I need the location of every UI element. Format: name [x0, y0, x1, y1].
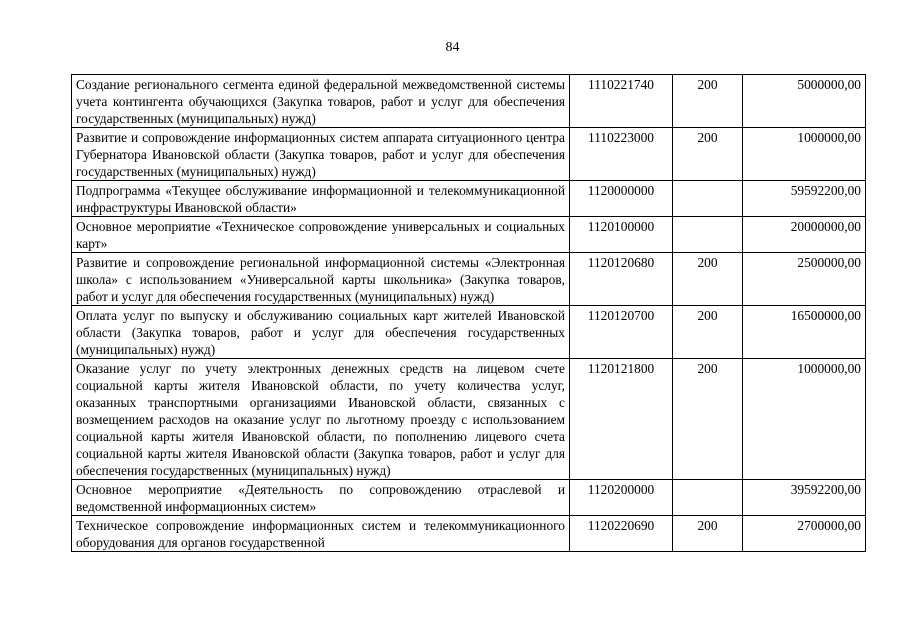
row-name: Развитие и сопровождение региональной информационной системы «Электронная школа» с использованием «Универсальной карты школьника» (Закупка товаров, работ и услуг для обеспечения государственных (муниципальных) нужд): [72, 253, 570, 306]
row-sum: 2700000,00: [743, 516, 866, 552]
row-code: 1120120700: [570, 306, 673, 359]
table-row: [72, 181, 866, 217]
row-code: 1120100000: [570, 217, 673, 253]
row-sum: 2500000,00: [743, 253, 866, 306]
table-row: [72, 306, 866, 359]
row-expense-type: 200: [673, 75, 743, 128]
table-row: [72, 359, 866, 480]
budget-table: [71, 74, 866, 552]
row-sum: 5000000,00: [743, 75, 866, 128]
row-sum: 59592200,00: [743, 181, 866, 217]
row-expense-type: 200: [673, 253, 743, 306]
table-row: [72, 75, 866, 128]
row-code: 1120200000: [570, 480, 673, 516]
table-row: [72, 128, 866, 181]
row-name: Основное мероприятие «Техническое сопровождение универсальных и социальных карт»: [72, 217, 570, 253]
row-expense-type: [673, 480, 743, 516]
row-name: Подпрограмма «Текущее обслуживание информационной и телекоммуникационной инфраструктуры Ивановской области»: [72, 181, 570, 217]
row-code: 1120120680: [570, 253, 673, 306]
row-expense-type: 200: [673, 359, 743, 480]
row-sum: 39592200,00: [743, 480, 866, 516]
row-sum: 20000000,00: [743, 217, 866, 253]
row-expense-type: 200: [673, 306, 743, 359]
row-sum: 1000000,00: [743, 128, 866, 181]
page-number: 84: [445, 40, 460, 55]
row-code: 1110223000: [570, 128, 673, 181]
row-code: 1120000000: [570, 181, 673, 217]
row-sum: 1000000,00: [743, 359, 866, 480]
row-name: Оказание услуг по учету электронных денежных средств на лицевом счете социальной карты жителя Ивановской области, по учету количества услуг, оказанных транспортными организациями Ивановской области, связанных с возмещением расходов на оказание услуг по льготному проезду с использованием социальной карты жителя Ивановской области, по пополнению лицевого счета социальной карты жителя Ивановской области (Закупка товаров, работ и услуг для обеспечения государственных (муниципальных) нужд): [72, 359, 570, 480]
table-row: [72, 253, 866, 306]
row-code: 1120220690: [570, 516, 673, 552]
table-row: [72, 217, 866, 253]
row-expense-type: 200: [673, 516, 743, 552]
row-sum: 16500000,00: [743, 306, 866, 359]
row-name: Основное мероприятие «Деятельность по сопровождению отраслевой и ведомственной информационных систем»: [72, 480, 570, 516]
table-row: [72, 516, 866, 552]
row-name: Оплата услуг по выпуску и обслуживанию социальных карт жителей Ивановской области (Закупка товаров, работ и услуг для обеспечения государственных (муниципальных) нужд): [72, 306, 570, 359]
row-expense-type: 200: [673, 128, 743, 181]
row-name: Техническое сопровождение информационных систем и телекоммуникационного оборудования для органов государственной: [72, 516, 570, 552]
row-code: 1110221740: [570, 75, 673, 128]
row-name: Создание регионального сегмента единой федеральной межведомственной системы учета контингента обучающихся (Закупка товаров, работ и услуг для обеспечения государственных (муниципальных) нужд): [72, 75, 570, 128]
row-expense-type: [673, 217, 743, 253]
row-code: 1120121800: [570, 359, 673, 480]
row-name: Развитие и сопровождение информационных систем аппарата ситуационного центра Губернатора Ивановской области (Закупка товаров, работ и услуг для обеспечения государственных (муниципальных) нужд): [72, 128, 570, 181]
row-expense-type: [673, 181, 743, 217]
table-row: [72, 480, 866, 516]
